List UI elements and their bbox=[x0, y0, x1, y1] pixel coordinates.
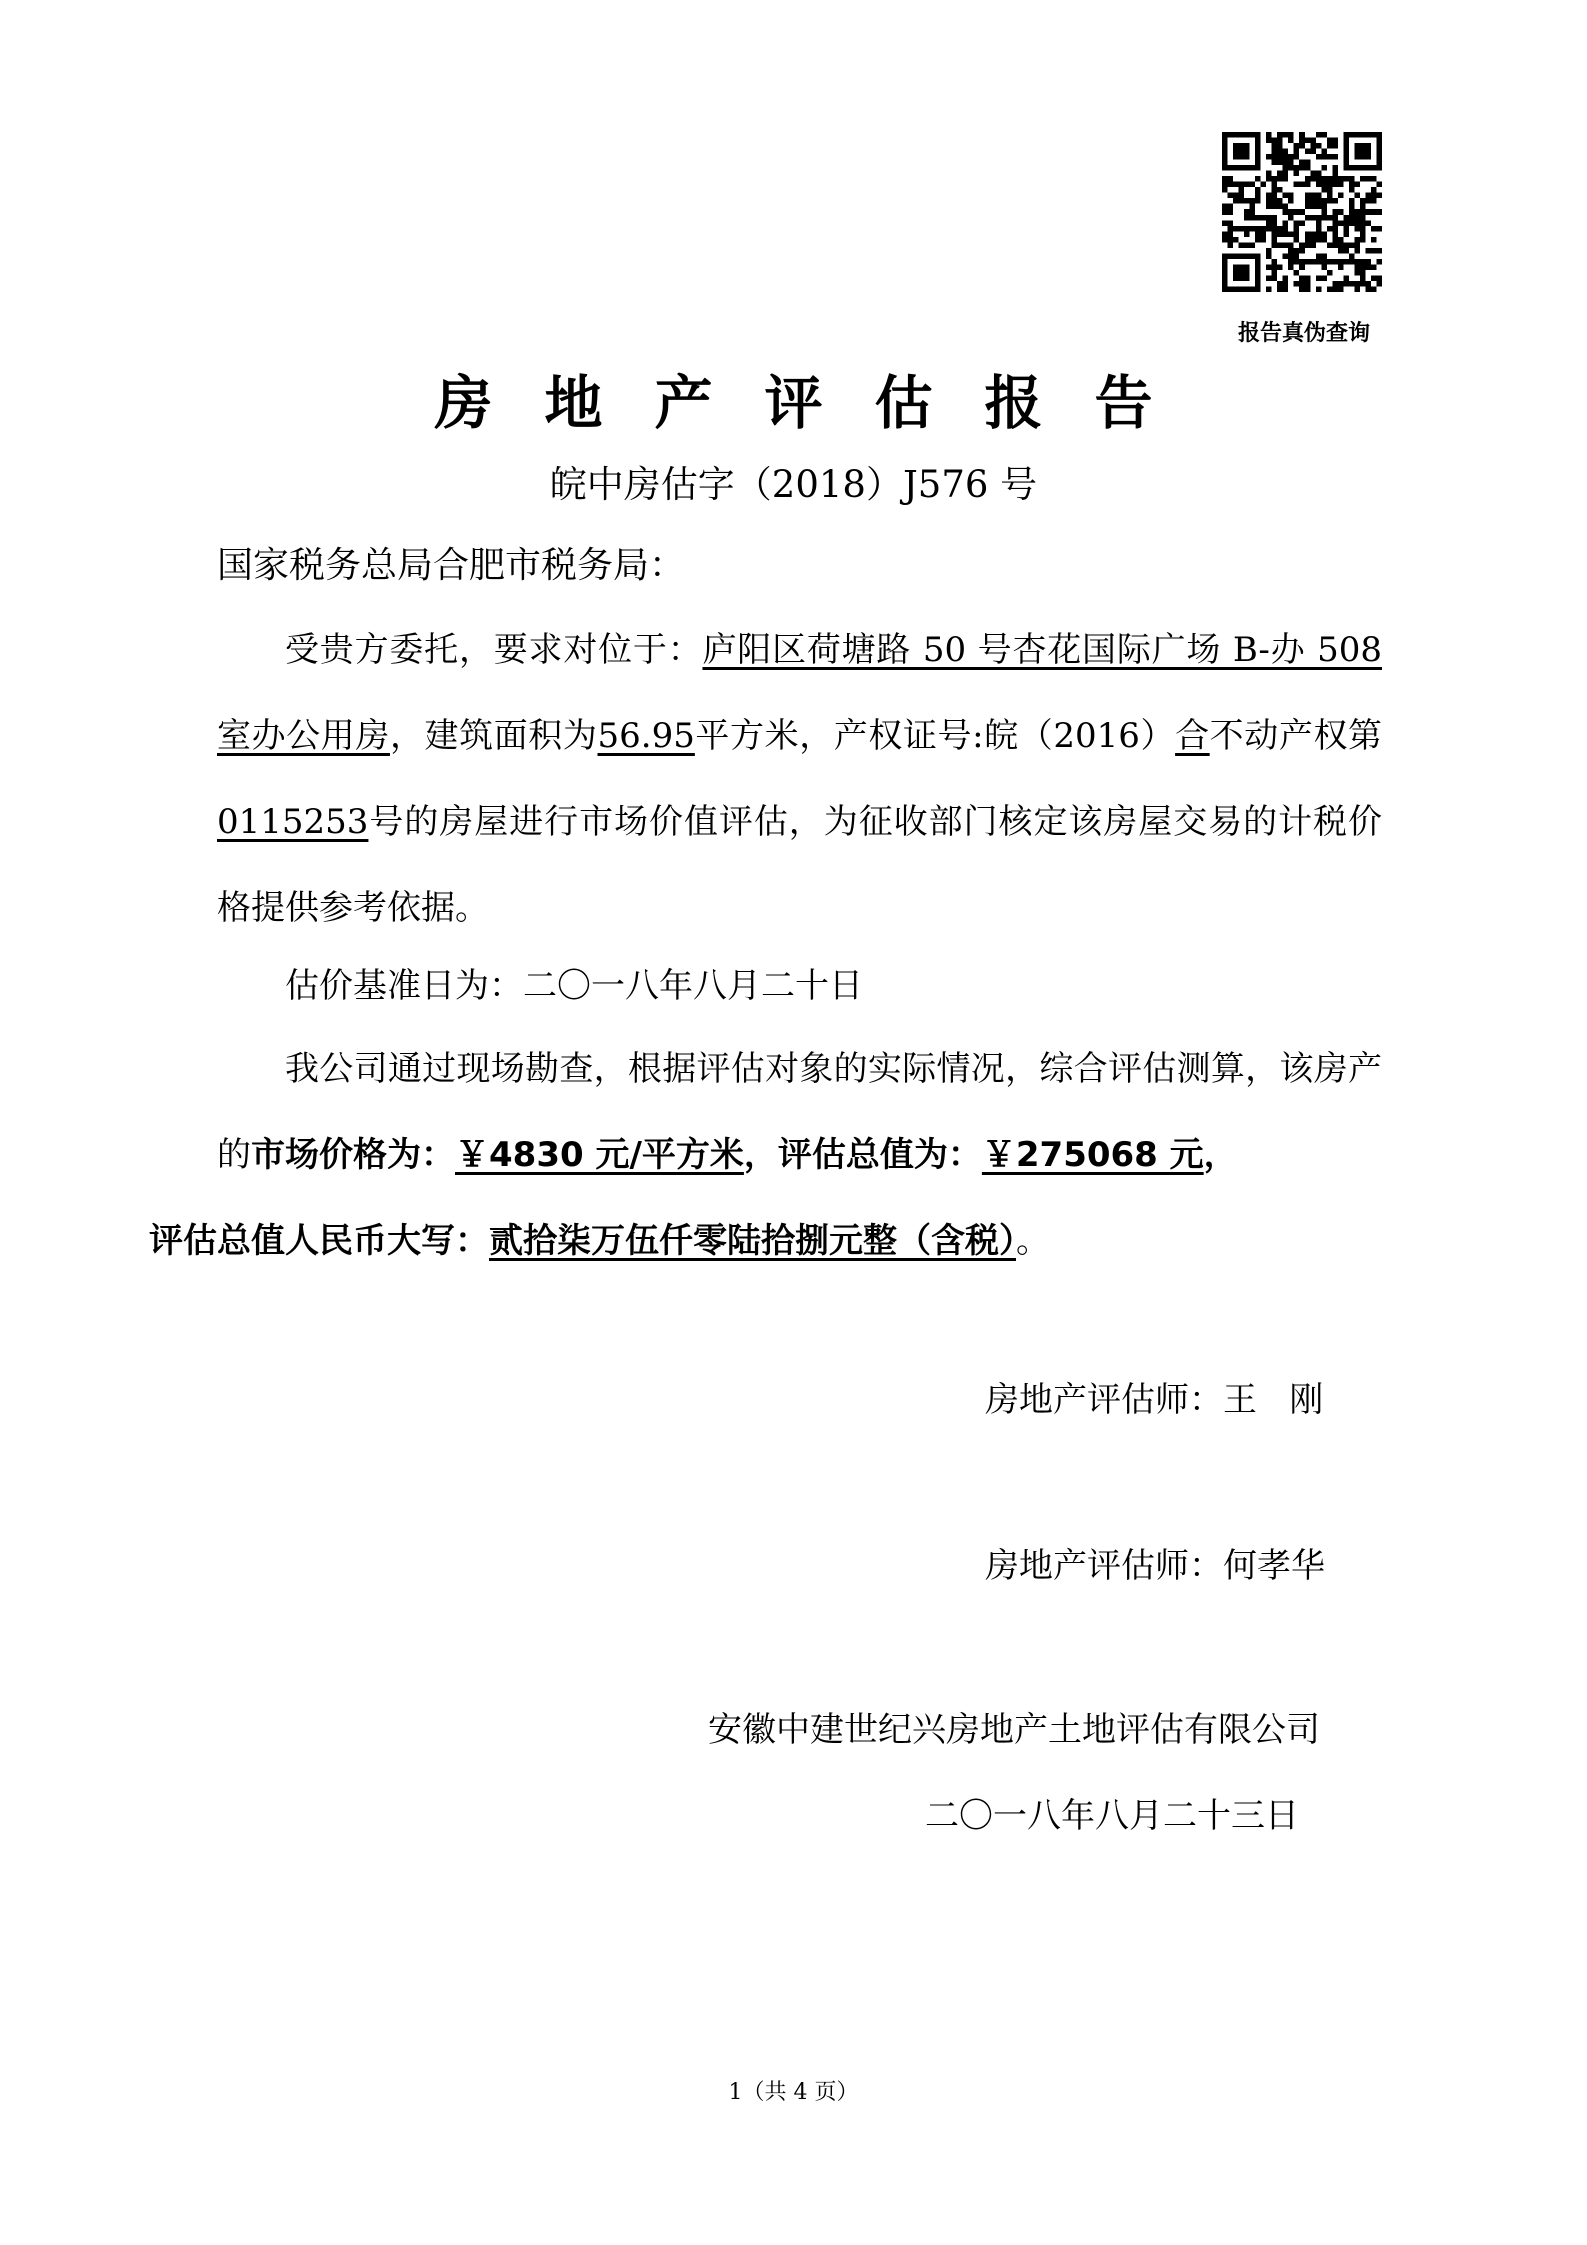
total-rmb: 贰拾柒万伍仟零陆拾捌元整（含税） bbox=[489, 1221, 1016, 1261]
page-number: 1（共 4 页） bbox=[728, 2080, 859, 2105]
document-number: 皖中房估字（2018）J576 号 bbox=[549, 463, 1038, 506]
label-market-price: 市场价格为： bbox=[251, 1135, 455, 1175]
text: 号的房屋进行市场价值评估，为征收部门核定该房屋交易的计税价格提供参考依据。 bbox=[217, 802, 1382, 928]
certificate-city: 合 bbox=[1175, 716, 1210, 756]
building-area: 56.95 bbox=[597, 716, 695, 756]
document-title: 房地产评估报告 bbox=[434, 369, 1205, 437]
text: 平方米，产权证号:皖（2016） bbox=[694, 716, 1176, 756]
paragraph-conclusion bbox=[149, 1026, 1382, 1284]
text: 不动产权第 bbox=[1209, 716, 1383, 756]
text: ，建筑面积为 bbox=[389, 716, 598, 756]
total-value: ￥275068 元 bbox=[981, 1135, 1204, 1175]
text: 受贵方委托，要求对位于： bbox=[285, 630, 703, 670]
label-total-rmb: 评估总值人民币大写： bbox=[149, 1221, 489, 1261]
appraiser-signature-2: 房地产评估师：何孝华 bbox=[985, 1546, 1325, 1586]
separator: ， bbox=[1203, 1135, 1238, 1175]
appraiser-signature-1: 房地产评估师：王 刚 bbox=[985, 1380, 1324, 1420]
qr-code bbox=[1222, 132, 1382, 292]
recipient: 国家税务总局合肥市税务局： bbox=[217, 545, 686, 586]
unit-price: ￥4830 元/平方米 bbox=[455, 1135, 744, 1175]
paragraph-commission bbox=[217, 607, 1382, 951]
report-date: 二〇一八年八月二十三日 bbox=[925, 1796, 1299, 1836]
label-total-value: ，评估总值为： bbox=[743, 1135, 982, 1175]
paragraph-valuation-date: 估价基准日为：二〇一八年八月二十日 bbox=[285, 966, 863, 1006]
text: 我公司通过现场勘查，根据评估对象的实际情况，综合评估测算，该房产的 bbox=[217, 1049, 1382, 1175]
property-address: 庐阳区荷塘路 50 号杏花国际广场 B-办 508 室办公用房 bbox=[217, 630, 1382, 756]
company-name: 安徽中建世纪兴房地产土地评估有限公司 bbox=[708, 1710, 1320, 1750]
text: 。 bbox=[1016, 1221, 1050, 1261]
qr-caption: 报告真伪查询 bbox=[1237, 321, 1370, 346]
certificate-number: 0115253 bbox=[217, 802, 369, 842]
